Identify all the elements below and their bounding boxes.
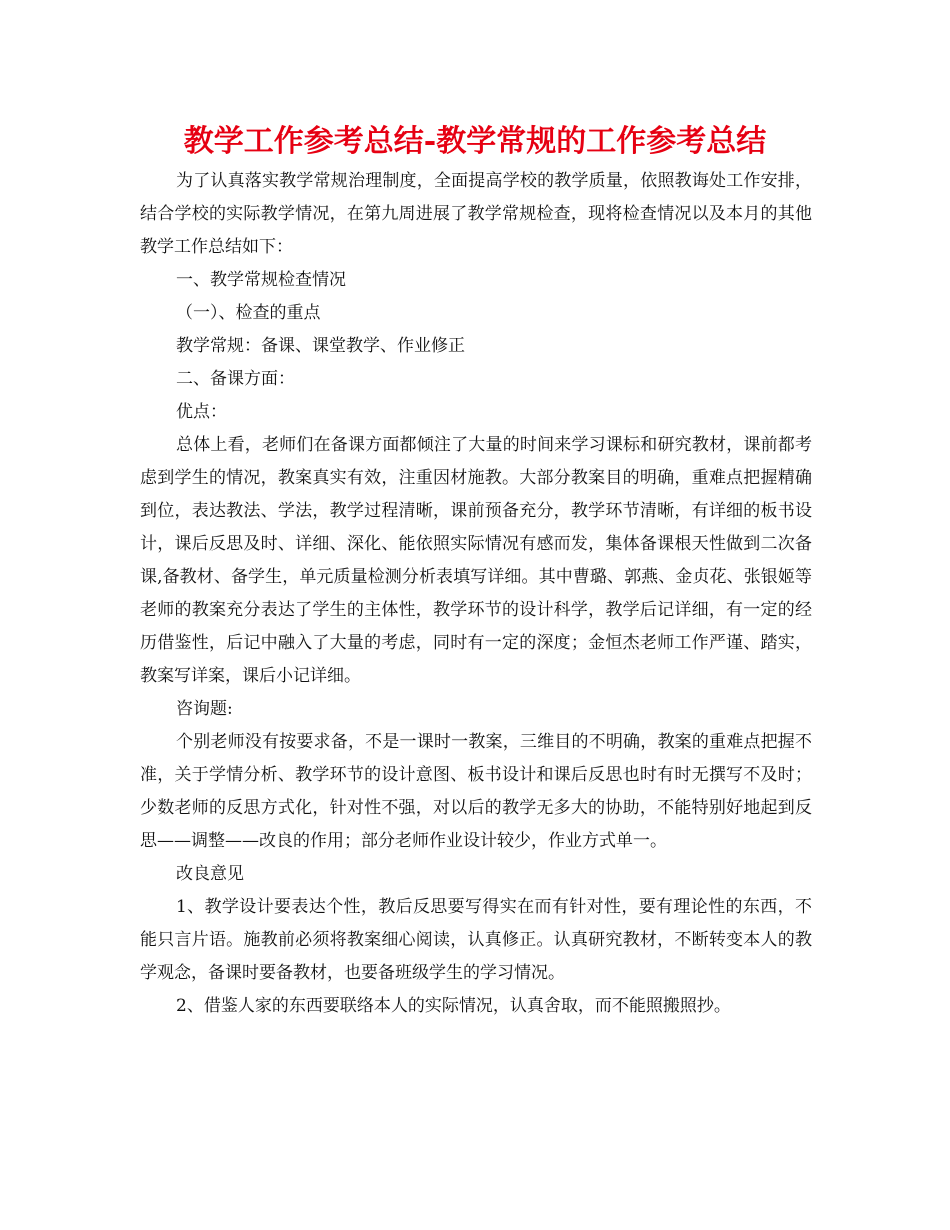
paragraph-improvement-2: 2、借鉴人家的东西要联络本人的实际情况，认真舍取，而不能照搬照抄。 <box>176 996 731 1016</box>
heading-subsection-1: （一）、检查的重点 <box>176 303 321 323</box>
paragraph-improvement-1: 1、教学设计要表达个性，教后反思要写得实在而有针对性，要有理论性的东西，不能只言片语。施教前必须将教案细心阅读，认真修正。认真研究教材，不断转变本人的教学观念，备课时要备教材，也要备班级学生的学习情况。 <box>140 897 812 983</box>
heading-improvements: 改良意见 <box>176 864 244 884</box>
paragraph-problems: 个别老师没有按要求备，不是一课时一教案，三维目的不明确，教案的重难点把握不准，关于学情分析、教学环节的设计意图、板书设计和课后反思也时有时无撰写不及时；少数老师的反思方式化，针对性不强，对以后的教学无多大的协助，不能特别好地起到反思——调整——改良的作用；部分老师作业设计较少，作业方式单一。 <box>140 732 812 851</box>
paragraph-routine: 教学常规：备课、课堂教学、作业修正 <box>176 336 465 356</box>
heading-section-1: 一、教学常规检查情况 <box>176 270 346 290</box>
document-body <box>140 165 812 1023</box>
document-title: 教学工作参考总结-教学常规的工作参考总结 <box>183 124 767 159</box>
heading-problems: 咨询题: <box>176 699 233 719</box>
paragraph-intro: 为了认真落实教学常规治理制度，全面提高学校的教学质量，依照教诲处工作安排，结合学校的实际教学情况，在第九周进展了教学常规检查，现将检查情况以及本月的其他教学工作总结如下： <box>140 171 812 257</box>
heading-strengths: 优点： <box>176 402 227 422</box>
paragraph-strengths: 总体上看，老师们在备课方面都倾注了大量的时间来学习课标和研究教材，课前都考虑到学生的情况，教案真实有效，注重因材施教。大部分教案目的明确，重难点把握精确到位，表达教法、学法，教学过程清晰，课前预备充分，教学环节清晰，有详细的板书设计，课后反思及时、详细、深化、能依照实际情况有感而发，集体备课根天性做到二次备课,备教材、备学生，单元质量检测分析表填写详细。其中曹璐、郭燕、金贞花、张银姬等老师的教案充分表达了学生的主体性，教学环节的设计科学，教学后记详细，有一定的经历借鉴性，后记中融入了大量的考虑，同时有一定的深度；金恒杰老师工作严谨、踏实，教案写详案，课后小记详细。 <box>140 435 812 686</box>
heading-section-2: 二、备课方面： <box>176 369 295 389</box>
